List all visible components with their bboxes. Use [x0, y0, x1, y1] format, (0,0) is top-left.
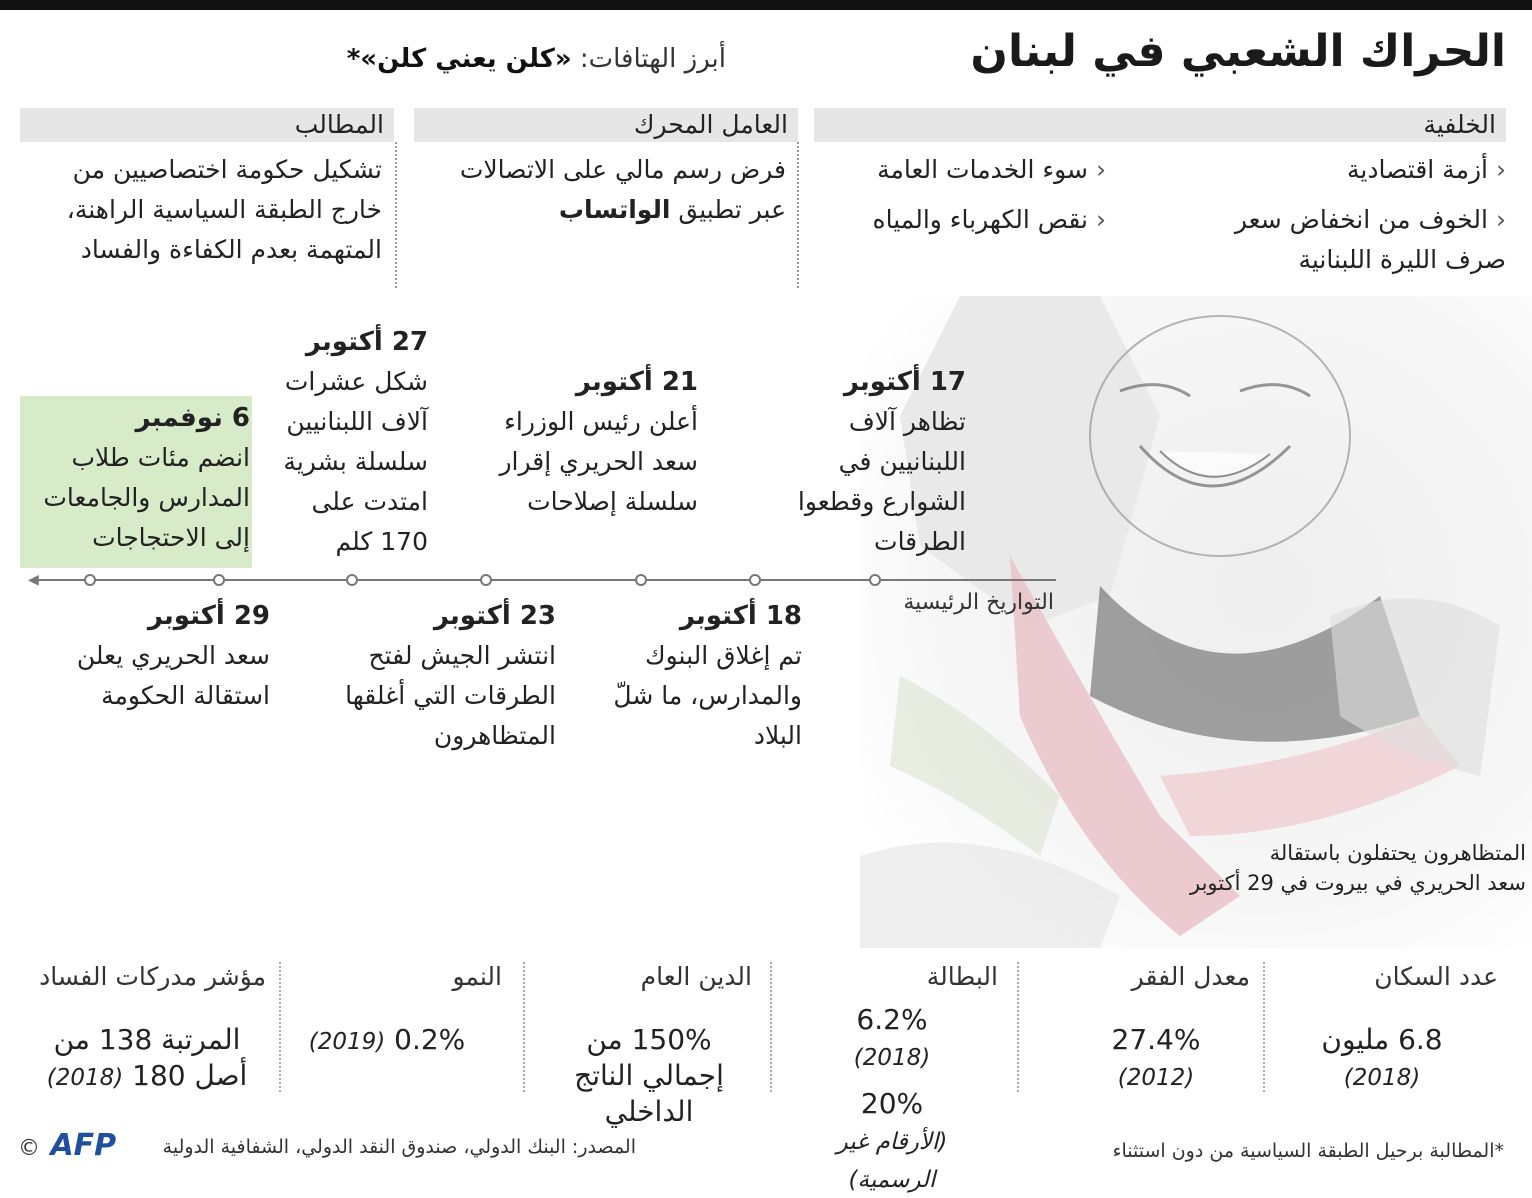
bullet-item: ‹أزمة اقتصادية	[1347, 155, 1506, 184]
timeline-tick	[346, 574, 358, 586]
stat-title-growth: النمو	[452, 962, 502, 991]
bullet-item: ‹سوء الخدمات العامة	[877, 155, 1106, 184]
chevron-left-icon: ‹	[1496, 205, 1506, 234]
event-oct-27: 27 أكتوبر شكل عشرات آلاف اللبنانيين سلسلة بشرية امتدت على 170 كلم	[283, 327, 428, 556]
timeline-tick	[869, 574, 881, 586]
stat-divider	[523, 962, 525, 1092]
stat-divider	[770, 962, 772, 1092]
arrow-left-icon: ◀	[28, 572, 39, 588]
timeline-tick	[84, 574, 96, 586]
background-list-left	[826, 150, 1106, 240]
trigger-heading: العامل المحرك	[414, 108, 798, 142]
timeline-label: التواريخ الرئيسية	[903, 590, 1054, 615]
demands-text: تشكيل حكومة اختصاصيين من خارج الطبقة السياسية الراهنة، المتهمة بعدم الكفاءة والفساد	[66, 155, 382, 264]
event-nov-6: 6 نوفمبر انضم مئات طلاب المدارس والجامعات إلى الاحتجاجات	[43, 403, 250, 552]
stat-divider	[1263, 962, 1265, 1092]
stat-growth: 0.2% (2019)	[308, 1023, 466, 1056]
demands-heading: المطالب	[20, 108, 394, 142]
event-oct-29: 29 أكتوبر سعد الحريري يعلن استقالة الحكومة	[76, 601, 270, 710]
timeline-tick	[213, 574, 225, 586]
timeline-tick	[635, 574, 647, 586]
slogan-prefix: أبرز الهتافات:	[571, 44, 726, 74]
chevron-left-icon: ‹	[1096, 155, 1106, 184]
event-oct-18: 18 أكتوبر تم إغلاق البنوك والمدارس، ما شلّ البلاد	[613, 601, 802, 750]
timeline-tick	[749, 574, 761, 586]
footnote: *المطالبة برحيل الطبقة السياسية من دون استثناء	[1112, 1140, 1504, 1162]
stat-title-poverty: معدل الفقر	[1131, 962, 1250, 991]
slogan-main: «كلن يعني كلن»*	[346, 44, 572, 74]
stat-debt: 150% من إجمالي الناتج الداخلي	[574, 1023, 724, 1128]
background-heading: الخلفية	[814, 108, 1506, 142]
stat-title-debt: الدين العام	[640, 962, 752, 991]
stat-divider	[1017, 962, 1019, 1092]
copyright-icon: ©	[18, 1136, 40, 1161]
event-oct-21: 21 أكتوبر أعلن رئيس الوزراء سعد الحريري إقرار سلسلة إصلاحات	[499, 367, 698, 516]
afp-logo: © AFP	[18, 1128, 117, 1163]
stat-title-population: عدد السكان	[1374, 962, 1498, 991]
event-oct-23: 23 أكتوبر انتشر الجيش لفتح الطرقات التي أغلقها المتظاهرون	[345, 601, 556, 750]
chevron-left-icon: ‹	[1096, 205, 1106, 234]
bullet-item: ‹الخوف من انخفاض سعر صرف الليرة اللبنانية	[1234, 205, 1506, 274]
stat-population: 6.8 مليون (2018)	[1321, 1023, 1443, 1091]
slogan	[347, 44, 726, 74]
column-divider	[797, 142, 799, 288]
photo-caption: المتظاهرون يحتفلون باستقالة سعد الحريري في بيروت في 29 أكتوبر	[1190, 841, 1526, 895]
chevron-left-icon: ‹	[1496, 155, 1506, 184]
top-bar	[0, 0, 1532, 10]
stat-divider	[279, 962, 281, 1092]
bullet-item: ‹نقص الكهرباء والمياه	[872, 205, 1106, 234]
timeline-tick	[480, 574, 492, 586]
stat-unemployment: 6.2% (2018) 20% (الأرقام غير الرسمية)	[836, 1003, 948, 1193]
timeline-axis	[34, 579, 1056, 581]
stat-title-corruption: مؤشر مدركات الفساد	[39, 962, 266, 991]
event-oct-17: 17 أكتوبر تظاهر آلاف اللبنانيين في الشوارع وقطعوا الطرقات	[797, 367, 966, 556]
stat-corruption: المرتبة 138 من أصل 180 (2018)	[46, 1023, 248, 1092]
background-list-right	[1206, 150, 1506, 280]
trigger-text: فرض رسم مالي على الاتصالات عبر تطبيق الواتساب	[459, 155, 786, 224]
source-note: المصدر: البنك الدولي، صندوق النقد الدولي، الشفافية الدولية	[162, 1136, 636, 1158]
page-title: الحراك الشعبي في لبنان	[970, 26, 1506, 77]
column-divider	[395, 142, 397, 288]
stat-title-unemployment: البطالة	[926, 962, 998, 991]
stat-poverty: 27.4% (2012)	[1111, 1023, 1201, 1091]
